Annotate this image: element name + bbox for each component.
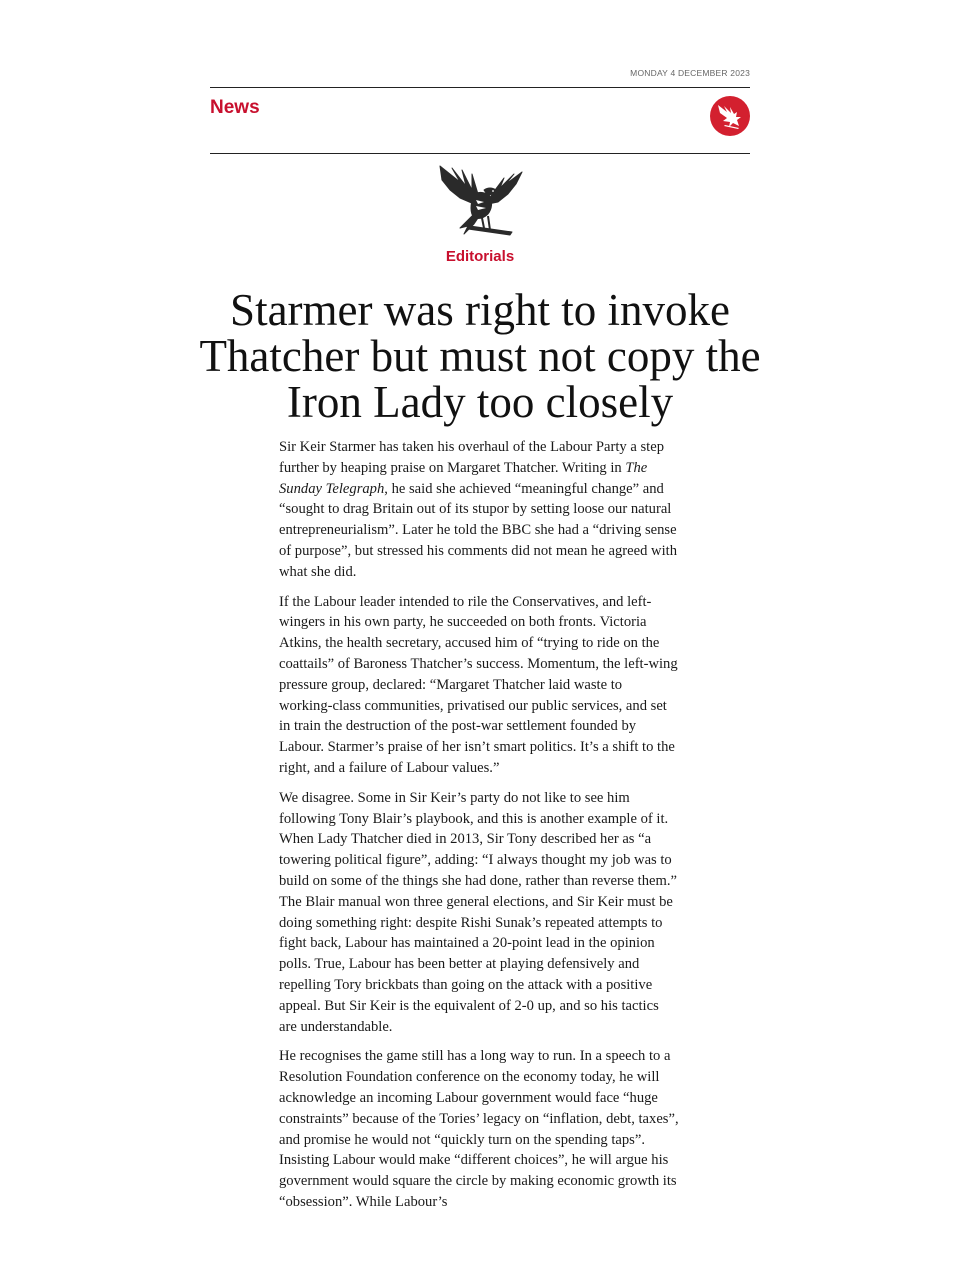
paragraph-1-rest: , he said she achieved “meaningful change” and “sought to drag Britain out of its stupor by setting loose our natural entrepreneurialism”. Later he told the BBC she had a “driving sense of purpose”, but stressed his comments did not mean he agreed with what she did.	[279, 480, 677, 580]
header-bottom-rule	[210, 153, 750, 154]
section-label: News	[210, 97, 260, 118]
paragraph-3: We disagree. Some in Sir Keir’s party do not like to see him following Tony Blair’s playbook, and this is another example of it. When Lady Thatcher died in 2013, Sir Tony described her as “a towering political figure”, adding: “I always thought my job was to build on some of the things she had done, rather than reverse them.” The Blair manual won three general elections, and Sir Keir must be doing something right: despite Rishi Sunak’s repeated attempts to fight back, Labour has maintained a 20-point lead in the opinion polls. True, Labour has been better at playing defensively and repelling Tory brickbats than going on the attack with a positive appeal. But Sir Keir is the equivalent of 2-0 up, and so his tactics are understandable.	[279, 789, 677, 1035]
article-body	[279, 437, 679, 1222]
publication-name: The Sunday Telegraph	[279, 459, 648, 497]
eagle-icon	[430, 160, 530, 242]
paragraph-1	[279, 437, 679, 583]
paragraph-2: If the Labour leader intended to rile the Conservatives, and left-wingers in his own party, he succeeded on both fronts. Victoria Atkins, the health secretary, accused him of “trying to ride on the coattails” of Baroness Thatcher’s success. Momentum, the left-wing pressure group, declared: “Margaret Thatcher laid waste to working-class communities, privatised our public services, and set in train the destruction of the post-war settlement founded by Labour. Starmer’s praise of her isn’t smart politics. It’s a shift to the right, and a failure of Labour values.”	[279, 593, 678, 776]
issue-date: MONDAY 4 DECEMBER 2023	[630, 68, 750, 78]
paragraph-1-lead: Sir Keir Starmer has taken his overhaul of the Labour Party a step further by heaping praise on Margaret Thatcher. Writing in	[279, 439, 665, 476]
article-headline: Starmer was right to invoke Thatcher but must not copy the Iron Lady too closely	[199, 285, 761, 427]
header-top-rule	[210, 87, 750, 88]
independent-eagle-logo-icon	[710, 96, 750, 136]
article-kicker: Editorials	[445, 248, 515, 265]
paragraph-4: He recognises the game still has a long way to run. In a speech to a Resolution Foundation conference on the economy today, he will acknowledge an incoming Labour government would face “huge constraints” because of the Tories’ legacy on “inflation, debt, taxes”, and promise he would not “quickly turn on the spending taps”. Insisting Labour would make “different choices”, he will argue his government would square the circle by making economic growth its “obsession”. While Labour’s	[279, 1048, 679, 1210]
